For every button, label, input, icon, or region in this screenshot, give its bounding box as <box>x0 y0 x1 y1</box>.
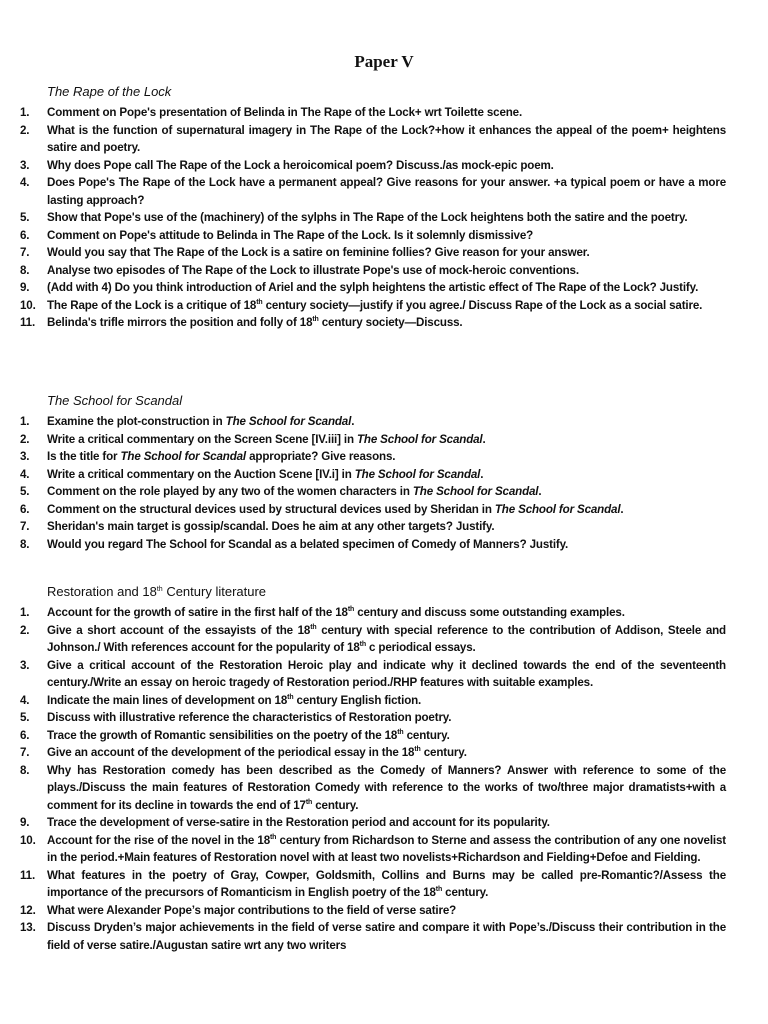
question-text-part: century. <box>312 798 359 812</box>
question-text <box>47 281 698 294</box>
question-item <box>20 262 726 280</box>
ordinal-superscript: th <box>347 606 355 613</box>
question-text-part: Trace the development of verse-satire in the Restoration period and account for its popularity. <box>47 816 550 829</box>
question-number: 7. <box>20 520 30 533</box>
question-item <box>20 762 726 815</box>
question-text <box>47 503 624 516</box>
question-item <box>20 536 726 554</box>
question-text-part: Analyse two episodes of The Rape of the Lock to illustrate Pope's use of mock-heroic conventions. <box>47 263 579 277</box>
question-number: 11. <box>20 316 36 329</box>
question-text-part: . <box>620 502 624 516</box>
question-number: 6. <box>20 728 30 742</box>
question-text-part: Account for the rise of the novel in the 18 <box>47 833 270 847</box>
question-text-part: Comment on the role played by any two of the women characters in <box>47 485 413 498</box>
question-text-part: appropriate? Give reasons. <box>246 450 396 463</box>
question-item <box>20 919 726 954</box>
ordinal-superscript: th <box>256 298 263 306</box>
question-item <box>20 448 726 466</box>
question-text <box>47 159 554 172</box>
ordinal-superscript: th <box>435 886 443 893</box>
question-text <box>47 106 522 119</box>
question-text-part: Would you say that The Rape of the Lock is a satire on feminine follies? Give reason for your answer. <box>47 246 590 259</box>
question-text <box>47 264 579 277</box>
question-text-part: Give an account of the development of the periodical essay in the 18 <box>47 746 415 759</box>
question-number: 8. <box>20 537 30 551</box>
question-item <box>20 832 726 867</box>
question-text <box>47 246 590 259</box>
question-text <box>47 816 550 829</box>
question-text-part: Does Pope's The Rape of the Lock have a permanent appeal? Give reasons for your answer. +a typical poem or have a more lasting approach? <box>47 176 726 207</box>
question-item <box>20 709 726 727</box>
question-text <box>47 520 494 533</box>
question-number: 7. <box>20 746 30 759</box>
ordinal-superscript: th <box>312 316 319 323</box>
work-title: The School for Scandal <box>356 432 483 446</box>
question-text <box>47 485 541 498</box>
question-text-part: Show that Pope's use of the (machinery) of the sylphs in The Rape of the Lock heightens both the satire and the poetry. <box>47 211 688 224</box>
section-heading-tail: Century literature <box>162 584 267 599</box>
question-text <box>47 468 483 481</box>
question-item <box>20 466 726 484</box>
question-number: 7. <box>20 246 30 259</box>
question-text <box>47 659 726 690</box>
question-item <box>20 604 726 622</box>
question-text-part: Is the title for <box>47 450 121 463</box>
question-text-part: Discuss with illustrative reference the characteristics of Restoration poetry. <box>47 711 452 724</box>
question-number: 5. <box>20 711 30 724</box>
question-text-part: Would you regard The School for Scandal as a belated specimen of Comedy of Manners? Justify. <box>47 537 569 551</box>
question-text <box>47 746 467 759</box>
question-text-part: What were Alexander Pope’s major contributions to the field of verse satire? <box>47 903 457 917</box>
ordinal-superscript: th <box>287 693 294 701</box>
question-item <box>20 622 726 657</box>
question-item <box>20 209 726 227</box>
work-title: The School for Scandal <box>120 450 247 463</box>
question-item <box>20 657 726 692</box>
question-text-part: Belinda's trifle mirrors the position and folly of 18 <box>47 316 313 329</box>
question-text-part: century English fiction. <box>293 693 422 707</box>
question-item <box>20 814 726 832</box>
question-text-part: Comment on Pope's presentation of Belinda in The Rape of the Lock+ wrt Toilette scene. <box>47 106 523 119</box>
question-text-part: The Rape of the Lock is a critique of 18 <box>47 298 257 312</box>
ordinal-superscript: th <box>310 623 317 631</box>
question-text-part: century and discuss some outstanding examples. <box>354 606 625 619</box>
question-number: 6. <box>20 502 30 516</box>
question-text-part: Why does Pope call The Rape of the Lock a heroicomical poem? Discuss./as mock-epic poem. <box>47 158 554 172</box>
question-item <box>20 744 726 762</box>
question-text-part: century from Richardson to Sterne and assess the contribution of any one novelist in the period.+Main features of Restoration novel with at least two novelists+Richardson and Fielding+Defoe and Fielding. <box>47 833 727 864</box>
question-text-part: Give a short account of the essayists of the 18 <box>47 623 311 637</box>
question-text <box>47 433 486 446</box>
question-number: 1. <box>20 606 30 619</box>
question-text <box>47 694 421 707</box>
question-text <box>47 711 451 724</box>
question-text-part: . <box>480 467 484 481</box>
question-text-part: century with special reference to the contribution of Addison, Steele and Johnson./ With references account for the popularity of 18 <box>47 623 726 654</box>
ordinal-superscript: th <box>414 746 421 753</box>
question-text <box>47 124 726 155</box>
question-text-part: Write a critical commentary on the Screen Scene [IV.iii] in <box>47 432 357 446</box>
question-item <box>20 867 726 902</box>
section-school-for-scandal <box>20 392 726 553</box>
question-item <box>20 104 726 122</box>
question-text-part: Write a critical commentary on the Auction Scene [IV.i] in <box>47 467 355 481</box>
question-list <box>20 104 726 332</box>
work-title: The School for Scandal <box>225 415 352 428</box>
question-text <box>47 606 625 619</box>
question-text-part: . <box>538 485 542 498</box>
question-number: 8. <box>20 263 30 277</box>
question-list <box>20 604 726 954</box>
question-text-part: century. <box>442 886 489 899</box>
question-item <box>20 297 726 315</box>
question-number: 3. <box>20 158 30 172</box>
question-text-part: Indicate the main lines of development on 18 <box>47 693 288 707</box>
question-number: 8. <box>20 763 30 777</box>
section-heading <box>47 83 726 101</box>
question-number: 1. <box>20 415 30 428</box>
question-text <box>47 538 568 551</box>
section-restoration-18th-century <box>20 583 726 954</box>
question-text <box>47 624 726 655</box>
heading-superscript: th <box>156 586 163 593</box>
question-text-part: Give a critical account of the Restoration Heroic play and indicate why it declined towards the end of the seventeenth century./Write an essay on heroic tragedy of Restoration period./RHP features with suitable examples. <box>47 658 726 689</box>
question-text-part: Sheridan's main target is gossip/scandal. Does he aim at any other targets? Justify. <box>47 520 495 533</box>
page-title: Paper V <box>354 52 414 71</box>
section-rape-of-the-lock <box>20 83 726 332</box>
ordinal-superscript: th <box>305 798 313 806</box>
question-number: 9. <box>20 281 30 294</box>
question-number: 9. <box>20 816 30 829</box>
work-title: The School for Scandal <box>494 502 621 516</box>
question-text-part: . <box>482 432 486 446</box>
question-text-part: What is the function of supernatural imagery in The Rape of the Lock?+how it enhances the appeal of the poem+ heightens satire and poetry. <box>47 123 726 154</box>
question-number: 6. <box>20 228 30 242</box>
question-number: 5. <box>20 211 30 224</box>
question-text <box>47 729 450 742</box>
question-text <box>47 450 395 463</box>
question-text <box>47 834 726 865</box>
question-text <box>47 869 726 900</box>
question-text-part: century. <box>403 728 450 742</box>
ordinal-superscript: th <box>270 833 277 841</box>
question-number: 13. <box>20 921 36 934</box>
question-item <box>20 727 726 745</box>
question-item <box>20 279 726 297</box>
question-item <box>20 902 726 920</box>
section-heading-text: Restoration and 18 <box>47 584 157 599</box>
question-text-part: century society—justify if you agree./ Discuss Rape of the Lock as a social satire. <box>262 298 703 312</box>
question-number: 3. <box>20 450 30 463</box>
question-list <box>20 413 726 553</box>
question-text <box>47 921 726 952</box>
question-item <box>20 122 726 157</box>
question-item <box>20 413 726 431</box>
question-item <box>20 431 726 449</box>
question-number: 4. <box>20 467 30 481</box>
question-text <box>47 299 702 312</box>
question-text-part: Comment on Pope's attitude to Belinda in The Rape of the Lock. Is it solemnly dismissive? <box>47 228 534 242</box>
question-number: 5. <box>20 485 30 498</box>
question-item <box>20 157 726 175</box>
question-item <box>20 174 726 209</box>
question-number: 4. <box>20 693 30 707</box>
question-text-part: Account for the growth of satire in the first half of the 18 <box>47 606 348 619</box>
ordinal-superscript: th <box>359 641 366 648</box>
question-text-part: Trace the growth of Romantic sensibilities on the poetry of the 18 <box>47 728 398 742</box>
question-number: 4. <box>20 176 30 189</box>
ordinal-superscript: th <box>397 728 404 736</box>
question-text-part: . <box>351 415 355 428</box>
question-number: 11. <box>20 868 36 882</box>
question-text-part: What features in the poetry of Gray, Cowper, Goldsmith, Collins and Burns may be called pre-Romantic?/Assess the importance of the precursors of Romanticism in English poetry of the 18 <box>47 868 726 899</box>
section-heading-text: The Rape of the Lock <box>47 84 172 99</box>
question-text <box>47 764 726 812</box>
section-heading <box>47 583 726 601</box>
question-text <box>47 229 533 242</box>
question-text <box>47 904 456 917</box>
question-text-part: century society—Discuss. <box>318 316 463 329</box>
question-item <box>20 692 726 710</box>
section-heading-text: The School for Scandal <box>47 393 183 408</box>
question-text <box>47 316 463 329</box>
question-number: 10. <box>20 833 36 847</box>
work-title: The School for Scandal <box>412 485 539 498</box>
question-item <box>20 244 726 262</box>
question-number: 2. <box>20 123 30 137</box>
question-number: 2. <box>20 432 30 446</box>
question-item <box>20 501 726 519</box>
question-text-part: (Add with 4) Do you think introduction of Ariel and the sylph heightens the artistic effect of The Rape of the Lock? Justify. <box>47 281 699 294</box>
question-item <box>20 314 726 332</box>
question-number: 2. <box>20 623 30 637</box>
question-text-part: c periodical essays. <box>365 641 476 654</box>
work-title: The School for Scandal <box>354 467 481 481</box>
question-text-part: century. <box>420 746 467 759</box>
question-text <box>47 211 687 224</box>
section-heading <box>47 392 726 410</box>
question-text-part: Examine the plot-construction in <box>47 415 226 428</box>
question-item <box>20 227 726 245</box>
question-number: 3. <box>20 658 30 672</box>
question-number: 1. <box>20 106 30 119</box>
question-text-part: Why has Restoration comedy has been described as the Comedy of Manners? Answer with reference to some of the plays./Discuss the main features of Restoration Comedy with reference to the works of two/three major dramatists+with a comment for its decline in towards the end of 17 <box>47 763 726 812</box>
question-text-part: Comment on the structural devices used by structural devices used by Sheridan in <box>47 502 495 516</box>
question-item <box>20 518 726 536</box>
question-text <box>47 415 354 428</box>
question-text <box>47 176 726 207</box>
question-number: 10. <box>20 298 36 312</box>
question-number: 12. <box>20 903 36 917</box>
question-item <box>20 483 726 501</box>
question-text-part: Discuss Dryden’s major achievements in the field of verse satire and compare it with Pope’s./Discuss their contribution in the field of verse satire./Augustan satire wrt any two writers <box>47 921 726 952</box>
